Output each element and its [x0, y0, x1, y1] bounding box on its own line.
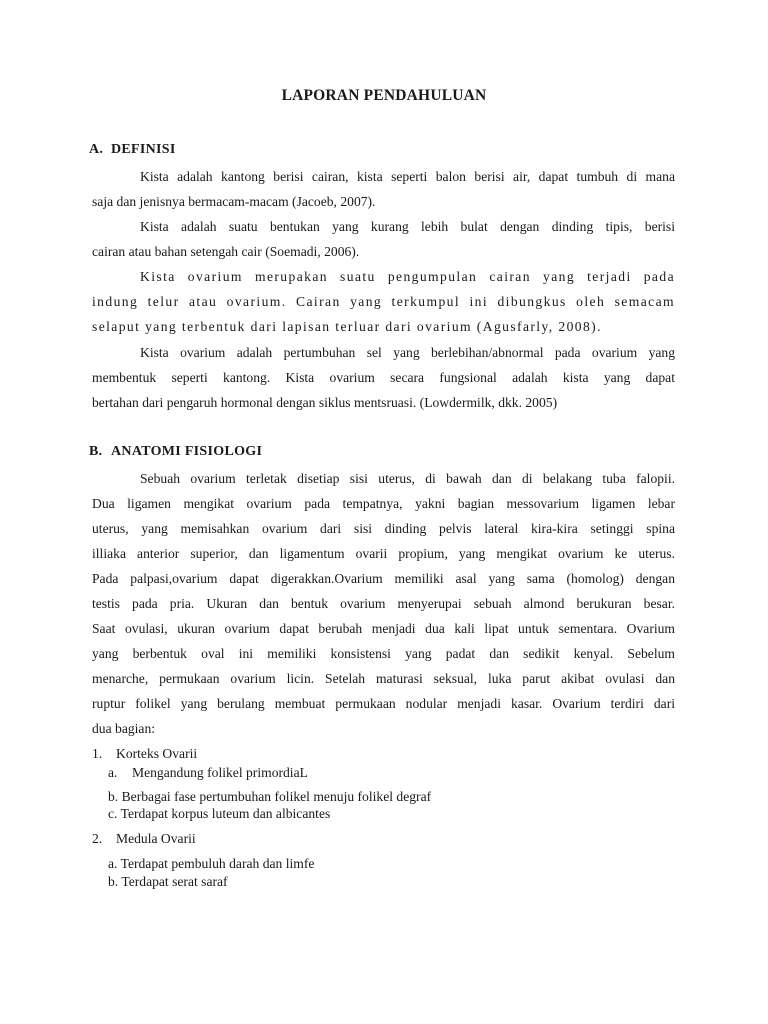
paragraph-line: cairan atau bahan setengah cair (Soemadi, 2006). — [92, 244, 360, 259]
list-number: 2. — [92, 831, 103, 846]
list-item-korteks — [92, 745, 197, 762]
section-a-title: DEFINISI — [111, 142, 176, 157]
paragraph-line: saja dan jenisnya bermacam-macam (Jacoeb, 2007). — [92, 194, 376, 209]
paragraph-line: selaput yang terbentuk dari lapisan terluar dari ovarium (Agusfarly, 2008). — [92, 319, 602, 334]
section-b-heading — [89, 444, 262, 460]
sub-item-text: Terdapat serat saraf — [121, 874, 228, 889]
definisi-paragraph-1 — [92, 164, 675, 214]
section-a-heading — [89, 142, 176, 158]
paragraph-line: Kista ovarium merupakan suatu pengumpulan cairan yang terjadi pada — [140, 269, 675, 284]
paragraph-line: indung telur atau ovarium. Cairan yang terkumpul ini dibungkus oleh semacam — [92, 294, 675, 309]
paragraph-line: Kista adalah kantong berisi cairan, kista seperti balon berisi air, dapat tumbuh di mana — [140, 169, 675, 184]
paragraph-line: dua bagian: — [92, 721, 156, 736]
sub-item-text: Terdapat pembuluh darah dan limfe — [120, 856, 315, 871]
sub-item-marker: b. — [108, 874, 119, 889]
sub-item — [108, 805, 330, 822]
definisi-paragraph-2 — [92, 214, 675, 264]
paragraph-line: yang berbentuk oval ini memiliki konsistensi yang padat dan sedikit kenyal. Sebelum — [92, 646, 675, 661]
definisi-paragraph-3 — [92, 264, 675, 339]
sub-item-text: Terdapat korpus luteum dan albicantes — [120, 806, 331, 821]
section-b-title: ANATOMI FISIOLOGI — [111, 444, 263, 459]
sub-item-marker: a. — [108, 765, 118, 780]
paragraph-line: illiaka anterior superior, dan ligamentum ovarii propium, yang mengikat ovarium ke uterus. — [92, 546, 675, 561]
list-label: Medula Ovarii — [116, 831, 196, 846]
paragraph-line: menarche, permukaan ovarium licin. Setelah maturasi seksual, luka parut akibat ovulasi dan — [92, 671, 675, 686]
paragraph-line: Kista adalah suatu bentukan yang kurang lebih bulat dengan dinding tipis, berisi — [140, 219, 675, 234]
section-b-letter: B. — [89, 444, 103, 459]
sub-item — [108, 855, 314, 872]
paragraph-line: Saat ovulasi, ukuran ovarium dapat berubah menjadi dua kali lipat untuk sementara. Ovarium — [92, 621, 675, 636]
sub-item-marker: b. — [108, 789, 119, 804]
list-number: 1. — [92, 746, 103, 761]
sub-item — [108, 873, 228, 890]
paragraph-line: testis pada pria. Ukuran dan bentuk ovarium menyerupai sebuah almond berukuran besar. — [92, 596, 675, 611]
paragraph-line: Dua ligamen mengikat ovarium pada tempatnya, yakni bagian messovarium ligamen lebar — [92, 496, 675, 511]
paragraph-line: Pada palpasi,ovarium dapat digerakkan.Ovarium memiliki asal yang sama (homolog) dengan — [92, 571, 675, 586]
anatomi-paragraph — [92, 466, 675, 741]
list-item-medula — [92, 830, 196, 847]
sub-item — [108, 764, 308, 781]
paragraph-line: uterus, yang memisahkan ovarium dari sisi dinding pelvis lateral kira-kira setinggi spina — [92, 521, 675, 536]
sub-item — [108, 788, 431, 805]
section-a-letter: A. — [89, 142, 104, 157]
paragraph-line: ruptur folikel yang berulang membuat permukaan nodular menjadi kasar. Ovarium terdiri dari — [92, 696, 675, 711]
page-title: LAPORAN PENDAHULUAN — [281, 87, 487, 104]
paragraph-line: bertahan dari pengaruh hormonal dengan siklus mentsruasi. (Lowdermilk, dkk. 2005) — [92, 395, 558, 410]
definisi-paragraph-4 — [92, 340, 675, 415]
list-label: Korteks Ovarii — [116, 746, 198, 761]
paragraph-line: membentuk seperti kantong. Kista ovarium secara fungsional adalah kista yang dapat — [92, 370, 675, 385]
sub-item-text: Mengandung folikel primordiaL — [132, 765, 308, 780]
sub-item-text: Berbagai fase pertumbuhan folikel menuju folikel degraf — [121, 789, 432, 804]
paragraph-line: Kista ovarium adalah pertumbuhan sel yang berlebihan/abnormal pada ovarium yang — [140, 345, 675, 360]
paragraph-line: Sebuah ovarium terletak disetiap sisi uterus, di bawah dan di belakang tuba falopii. — [140, 471, 675, 486]
sub-item-marker: a. — [108, 856, 118, 871]
sub-item-marker: c. — [108, 806, 118, 821]
